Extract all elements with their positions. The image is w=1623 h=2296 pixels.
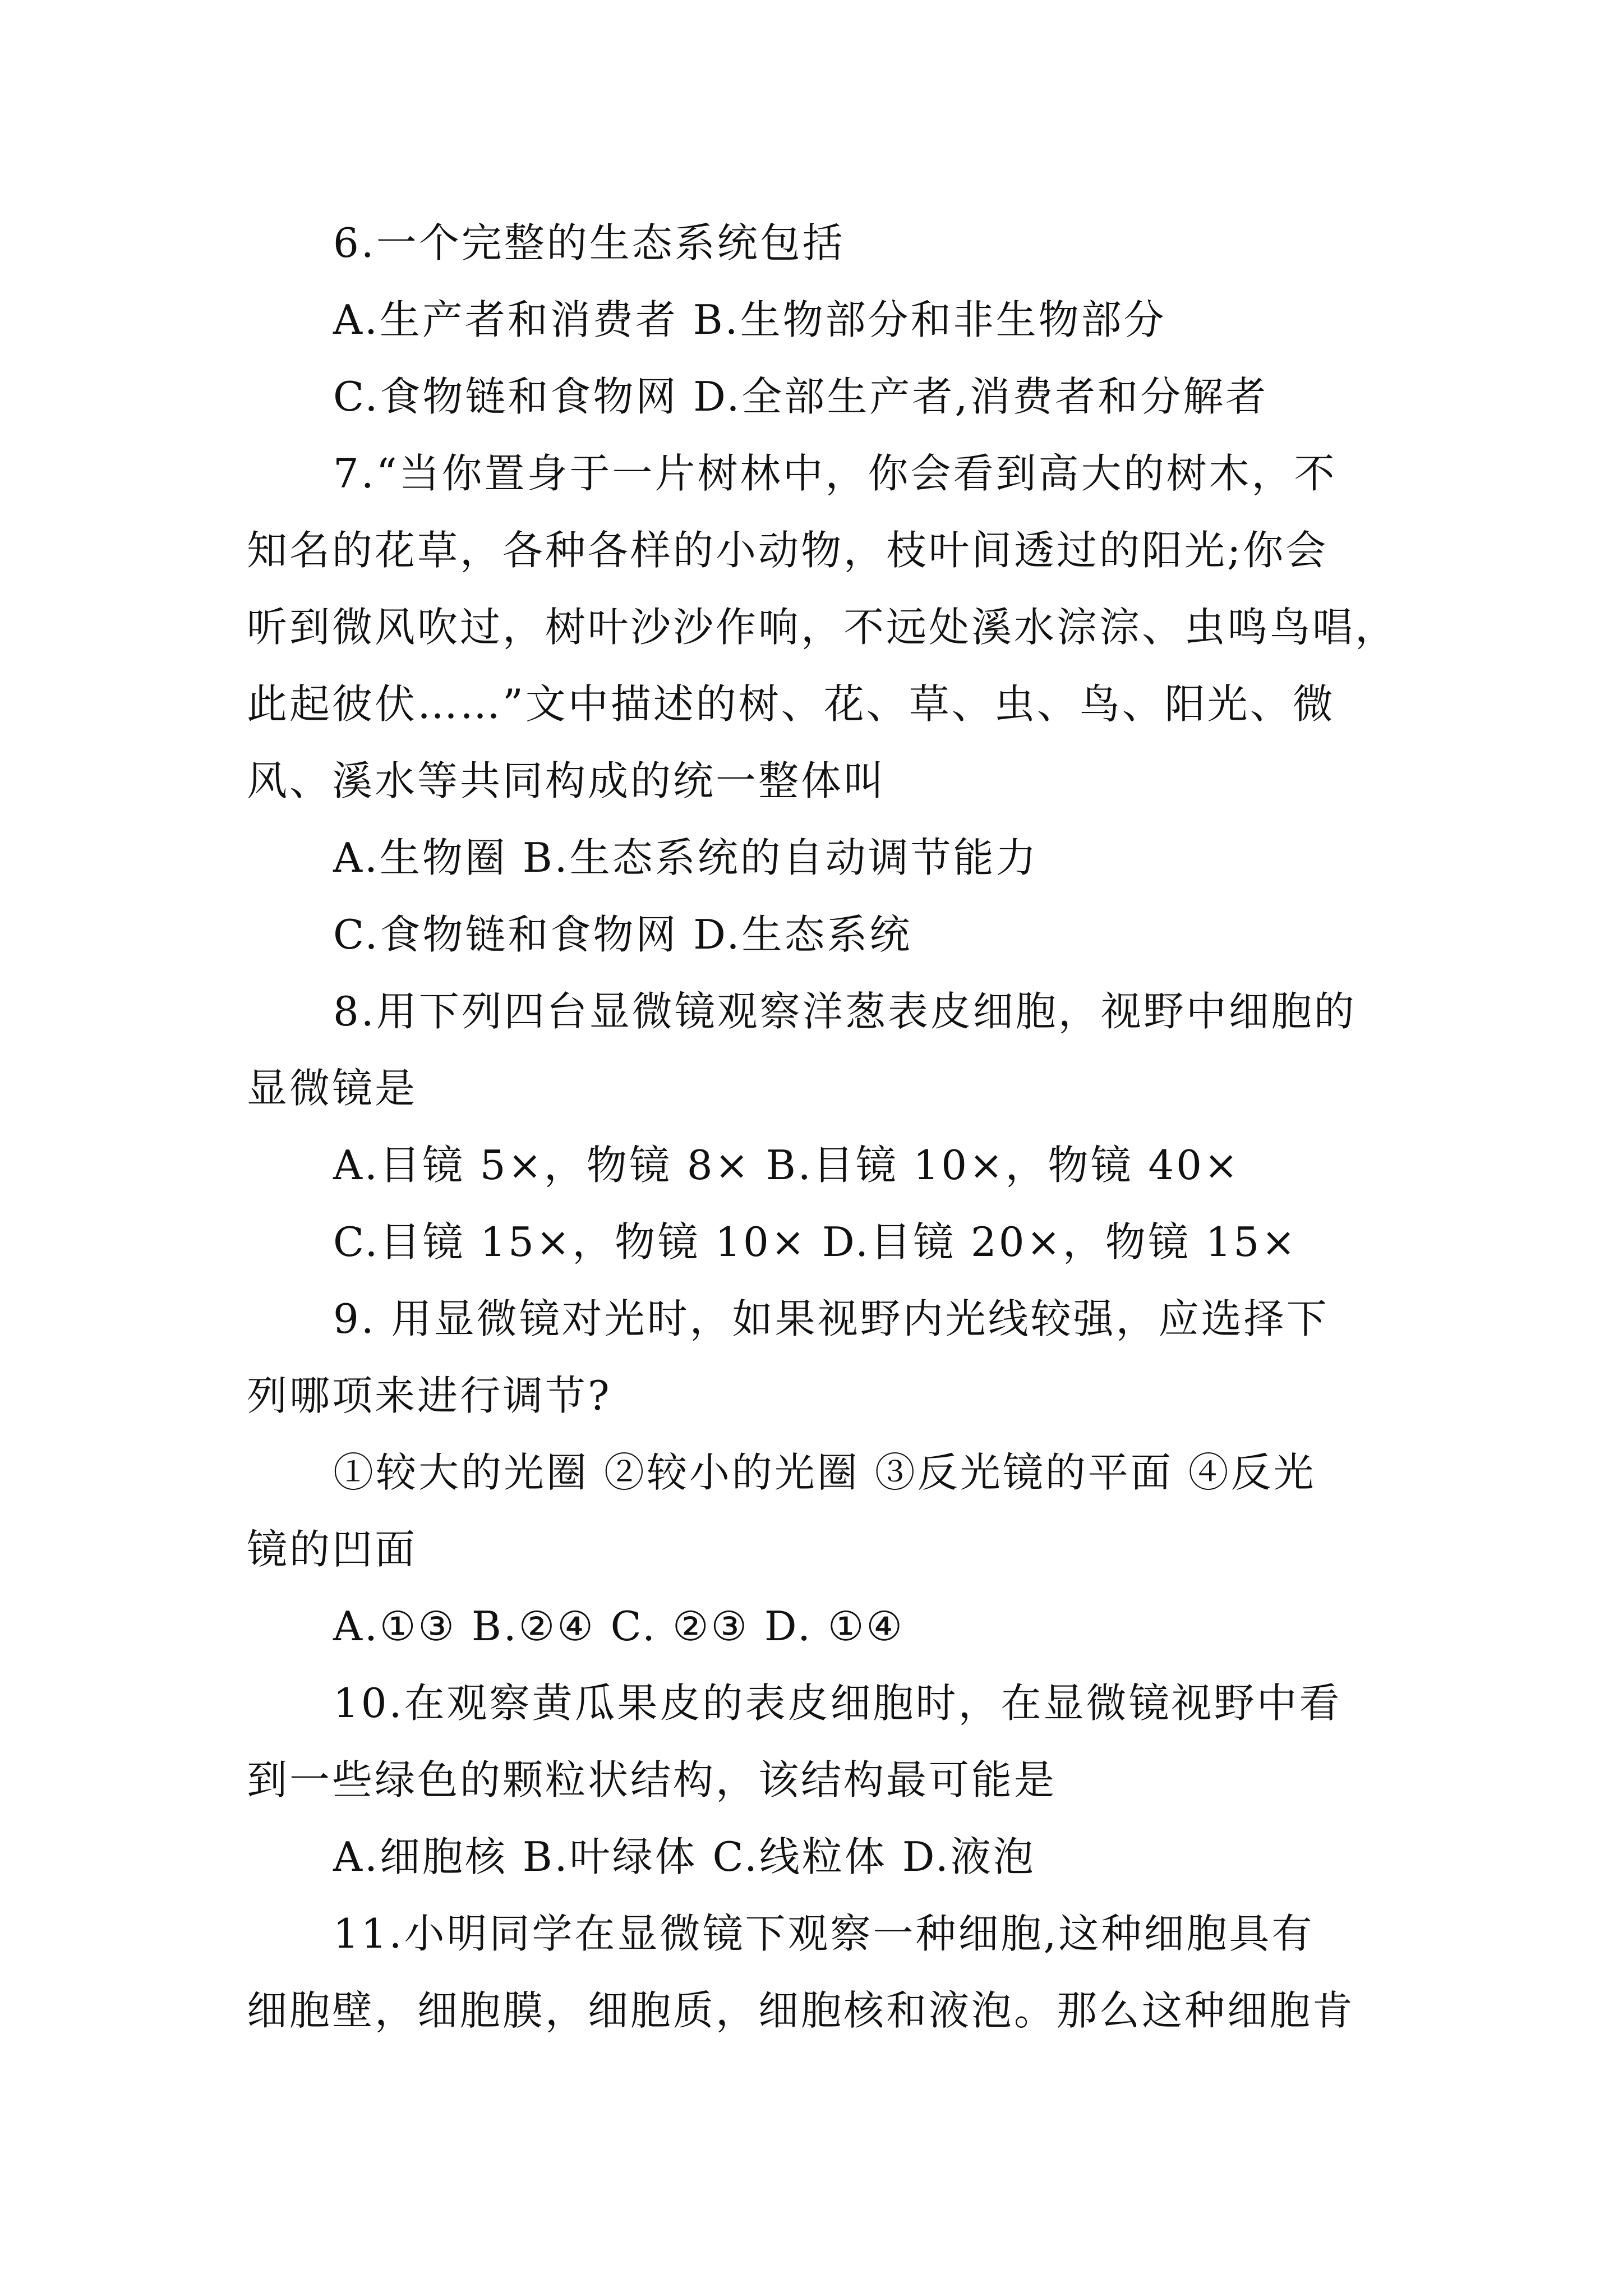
exam-questions-text (247, 205, 1398, 2049)
question-11-stem-line-2: 细胞壁，细胞膜，细胞质，细胞核和液泡。那么这种细胞肯 (247, 1987, 1355, 2034)
question-10-options: A.细胞核 B.叶绿体 C.线粒体 D.液泡 (333, 1833, 1036, 1880)
question-7-options-ab: A.生物圈 B.生态系统的自动调节能力 (333, 834, 1039, 881)
question-10-stem-line-1: 10.在观察黄瓜果皮的表皮细胞时，在显微镜视野中看 (333, 1680, 1342, 1727)
question-7-options-cd: C.食物链和食物网 D.生态系统 (333, 911, 912, 958)
question-9-options: A.①③ B.②④ C. ②③ D. ①④ (333, 1603, 905, 1650)
question-8-stem-line-1: 8.用下列四台显微镜观察洋葱表皮细胞，视野中细胞的 (333, 988, 1357, 1035)
question-7-stem-line-4: 此起彼伏……”文中描述的树、花、草、虫、鸟、阳光、微 (247, 680, 1335, 728)
question-9-choices-line-2: 镜的凹面 (247, 1526, 418, 1573)
question-8-options-cd: C.目镜 15×，物镜 10× D.目镜 20×，物镜 15× (333, 1218, 1298, 1266)
question-11-stem-line-1: 11.小明同学在显微镜下观察一种细胞,这种细胞具有 (333, 1910, 1315, 1957)
question-7-stem-line-2: 知名的花草，各种各样的小动物，枝叶间透过的阳光;你会 (247, 527, 1329, 574)
question-9-choices-line-1: ①较大的光圈 ②较小的光圈 ③反光镜的平面 ④反光 (333, 1449, 1316, 1496)
question-7-stem-line-5: 风、溪水等共同构成的统一整体叫 (247, 757, 887, 804)
question-9-stem-line-1: 9. 用显微镜对光时，如果视野内光线较强，应选择下 (333, 1295, 1329, 1342)
question-8-stem-line-2: 显微镜是 (247, 1065, 418, 1112)
question-7-stem-line-1: 7.“当你置身于一片树林中，你会看到高大的树木，不 (333, 450, 1337, 497)
question-7-stem-line-3: 听到微风吹过，树叶沙沙作响，不远处溪水淙淙、虫鸣鸟唱， (247, 604, 1398, 651)
question-6-stem: 6.一个完整的生态系统包括 (333, 219, 845, 266)
question-6-options-ab: A.生产者和消费者 B.生物部分和非生物部分 (333, 296, 1166, 343)
question-10-stem-line-2: 到一些绿色的颗粒状结构，该结构最可能是 (247, 1756, 1057, 1803)
question-8-options-ab: A.目镜 5×，物镜 8× B.目镜 10×，物镜 40× (333, 1142, 1241, 1189)
question-9-stem-line-2: 列哪项来进行调节? (247, 1372, 612, 1419)
question-6-options-cd: C.食物链和食物网 D.全部生产者,消费者和分解者 (333, 373, 1269, 420)
